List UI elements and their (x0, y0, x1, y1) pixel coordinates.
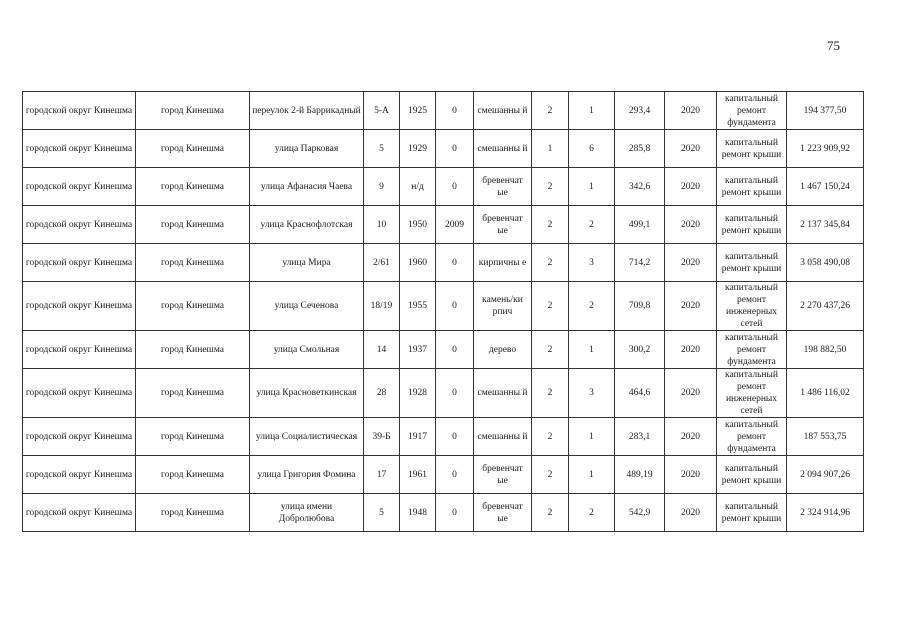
area-cell: 285,8 (615, 130, 665, 168)
year-reconstructed-cell: 0 (436, 369, 474, 418)
year-reconstructed-cell: 0 (436, 494, 474, 532)
repair-year-cell: 2020 (665, 418, 717, 456)
house-number-cell: 9 (364, 168, 400, 206)
cost-cell: 1 486 116,02 (787, 369, 864, 418)
cost-cell: 2 094 907,26 (787, 456, 864, 494)
floors-cell: 2 (532, 418, 569, 456)
municipality-cell: городской округ Кинешма (23, 92, 136, 130)
floors-cell: 2 (532, 206, 569, 244)
work-type-cell: капитальный ремонт фундамента (717, 92, 787, 130)
municipality-cell: городской округ Кинешма (23, 456, 136, 494)
municipality-cell: городской округ Кинешма (23, 369, 136, 418)
municipality-cell: городской округ Кинешма (23, 331, 136, 369)
floors-cell: 2 (532, 494, 569, 532)
floors-cell: 1 (532, 130, 569, 168)
year-built-cell: 1928 (400, 369, 436, 418)
settlement-cell: город Кинешма (136, 418, 250, 456)
year-built-cell: 1960 (400, 244, 436, 282)
street-cell: улица Смольная (250, 331, 364, 369)
year-built-cell: 1917 (400, 418, 436, 456)
year-reconstructed-cell: 0 (436, 331, 474, 369)
wall-material-cell: камень/ки рпич (474, 282, 532, 331)
municipality-cell: городской округ Кинешма (23, 168, 136, 206)
house-number-cell: 5 (364, 494, 400, 532)
area-cell: 542,9 (615, 494, 665, 532)
work-type-cell: капитальный ремонт крыши (717, 168, 787, 206)
house-number-cell: 5 (364, 130, 400, 168)
cost-cell: 187 553,75 (787, 418, 864, 456)
entrances-cell: 1 (569, 456, 615, 494)
work-type-cell: капитальный ремонт крыши (717, 130, 787, 168)
municipality-cell: городской округ Кинешма (23, 494, 136, 532)
repair-year-cell: 2020 (665, 494, 717, 532)
street-cell: улица Красноветкинская (250, 369, 364, 418)
table-row (23, 494, 864, 532)
wall-material-cell: бревенчат ые (474, 206, 532, 244)
floors-cell: 2 (532, 168, 569, 206)
year-built-cell: 1961 (400, 456, 436, 494)
settlement-cell: город Кинешма (136, 456, 250, 494)
repair-year-cell: 2020 (665, 168, 717, 206)
entrances-cell: 1 (569, 92, 615, 130)
floors-cell: 2 (532, 92, 569, 130)
entrances-cell: 2 (569, 206, 615, 244)
house-number-cell: 10 (364, 206, 400, 244)
street-cell: улица Парковая (250, 130, 364, 168)
page-number: 75 (827, 38, 840, 53)
repair-year-cell: 2020 (665, 331, 717, 369)
wall-material-cell: смешанны й (474, 369, 532, 418)
year-built-cell: 1937 (400, 331, 436, 369)
repair-year-cell: 2020 (665, 130, 717, 168)
settlement-cell: город Кинешма (136, 168, 250, 206)
municipality-cell: городской округ Кинешма (23, 244, 136, 282)
entrances-cell: 1 (569, 168, 615, 206)
entrances-cell: 3 (569, 369, 615, 418)
settlement-cell: город Кинешма (136, 206, 250, 244)
settlement-cell: город Кинешма (136, 92, 250, 130)
area-cell: 293,4 (615, 92, 665, 130)
cost-cell: 198 882,50 (787, 331, 864, 369)
work-type-cell: капитальный ремонт фундамента (717, 418, 787, 456)
settlement-cell: город Кинешма (136, 494, 250, 532)
municipality-cell: городской округ Кинешма (23, 282, 136, 331)
entrances-cell: 2 (569, 282, 615, 331)
floors-cell: 2 (532, 244, 569, 282)
year-reconstructed-cell: 0 (436, 418, 474, 456)
street-cell: улица Краснофлотская (250, 206, 364, 244)
wall-material-cell: смешанны й (474, 130, 532, 168)
cost-cell: 3 058 490,08 (787, 244, 864, 282)
cost-cell: 1 223 909,92 (787, 130, 864, 168)
house-number-cell: 18/19 (364, 282, 400, 331)
table-row (23, 282, 864, 331)
wall-material-cell: бревенчат ые (474, 456, 532, 494)
street-cell: улица Сеченова (250, 282, 364, 331)
area-cell: 499,1 (615, 206, 665, 244)
settlement-cell: город Кинешма (136, 282, 250, 331)
work-type-cell: капитальный ремонт крыши (717, 206, 787, 244)
house-number-cell: 17 (364, 456, 400, 494)
settlement-cell: город Кинешма (136, 244, 250, 282)
year-built-cell: н/д (400, 168, 436, 206)
area-cell: 342,6 (615, 168, 665, 206)
year-reconstructed-cell: 0 (436, 244, 474, 282)
year-built-cell: 1948 (400, 494, 436, 532)
year-built-cell: 1955 (400, 282, 436, 331)
floors-cell: 2 (532, 369, 569, 418)
wall-material-cell: бревенчат ые (474, 494, 532, 532)
repair-year-cell: 2020 (665, 92, 717, 130)
street-cell: улица имени Добролюбова (250, 494, 364, 532)
settlement-cell: город Кинешма (136, 369, 250, 418)
area-cell: 714,2 (615, 244, 665, 282)
year-built-cell: 1925 (400, 92, 436, 130)
table-row (23, 92, 864, 130)
area-cell: 300,2 (615, 331, 665, 369)
housing-repair-table (22, 91, 864, 532)
wall-material-cell: кирпичны е (474, 244, 532, 282)
entrances-cell: 1 (569, 331, 615, 369)
year-reconstructed-cell: 0 (436, 456, 474, 494)
floors-cell: 2 (532, 331, 569, 369)
street-cell: улица Григория Фомина (250, 456, 364, 494)
cost-cell: 2 324 914,96 (787, 494, 864, 532)
work-type-cell: капитальный ремонт крыши (717, 456, 787, 494)
area-cell: 464,6 (615, 369, 665, 418)
work-type-cell: капитальный ремонт фундамента (717, 331, 787, 369)
house-number-cell: 2/61 (364, 244, 400, 282)
work-type-cell: капитальный ремонт инженерных сетей (717, 282, 787, 331)
cost-cell: 1 467 150,24 (787, 168, 864, 206)
house-number-cell: 5-А (364, 92, 400, 130)
table-row (23, 331, 864, 369)
year-built-cell: 1929 (400, 130, 436, 168)
municipality-cell: городской округ Кинешма (23, 130, 136, 168)
repair-year-cell: 2020 (665, 206, 717, 244)
work-type-cell: капитальный ремонт крыши (717, 244, 787, 282)
work-type-cell: капитальный ремонт инженерных сетей (717, 369, 787, 418)
table-row (23, 418, 864, 456)
municipality-cell: городской округ Кинешма (23, 418, 136, 456)
table-body (23, 92, 864, 532)
settlement-cell: город Кинешма (136, 331, 250, 369)
table-row (23, 369, 864, 418)
year-reconstructed-cell: 0 (436, 168, 474, 206)
entrances-cell: 2 (569, 494, 615, 532)
cost-cell: 2 137 345,84 (787, 206, 864, 244)
street-cell: переулок 2-й Баррикадный (250, 92, 364, 130)
entrances-cell: 1 (569, 418, 615, 456)
municipality-cell: городской округ Кинешма (23, 206, 136, 244)
area-cell: 489,19 (615, 456, 665, 494)
wall-material-cell: дерево (474, 331, 532, 369)
table-row (23, 168, 864, 206)
area-cell: 283,1 (615, 418, 665, 456)
house-number-cell: 28 (364, 369, 400, 418)
table-row (23, 456, 864, 494)
house-number-cell: 14 (364, 331, 400, 369)
entrances-cell: 3 (569, 244, 615, 282)
year-built-cell: 1950 (400, 206, 436, 244)
cost-cell: 2 270 437,26 (787, 282, 864, 331)
cost-cell: 194 377,50 (787, 92, 864, 130)
floors-cell: 2 (532, 456, 569, 494)
year-reconstructed-cell: 0 (436, 282, 474, 331)
table-row (23, 244, 864, 282)
floors-cell: 2 (532, 282, 569, 331)
repair-year-cell: 2020 (665, 282, 717, 331)
wall-material-cell: бревенчат ые (474, 168, 532, 206)
street-cell: улица Социалистическая (250, 418, 364, 456)
table-row (23, 206, 864, 244)
repair-year-cell: 2020 (665, 244, 717, 282)
house-number-cell: 39-Б (364, 418, 400, 456)
street-cell: улица Афанасия Чаева (250, 168, 364, 206)
repair-year-cell: 2020 (665, 456, 717, 494)
year-reconstructed-cell: 0 (436, 92, 474, 130)
table-row (23, 130, 864, 168)
settlement-cell: город Кинешма (136, 130, 250, 168)
work-type-cell: капитальный ремонт крыши (717, 494, 787, 532)
wall-material-cell: смешанны й (474, 418, 532, 456)
street-cell: улица Мира (250, 244, 364, 282)
entrances-cell: 6 (569, 130, 615, 168)
wall-material-cell: смешанны й (474, 92, 532, 130)
area-cell: 709,8 (615, 282, 665, 331)
repair-year-cell: 2020 (665, 369, 717, 418)
year-reconstructed-cell: 0 (436, 130, 474, 168)
year-reconstructed-cell: 2009 (436, 206, 474, 244)
